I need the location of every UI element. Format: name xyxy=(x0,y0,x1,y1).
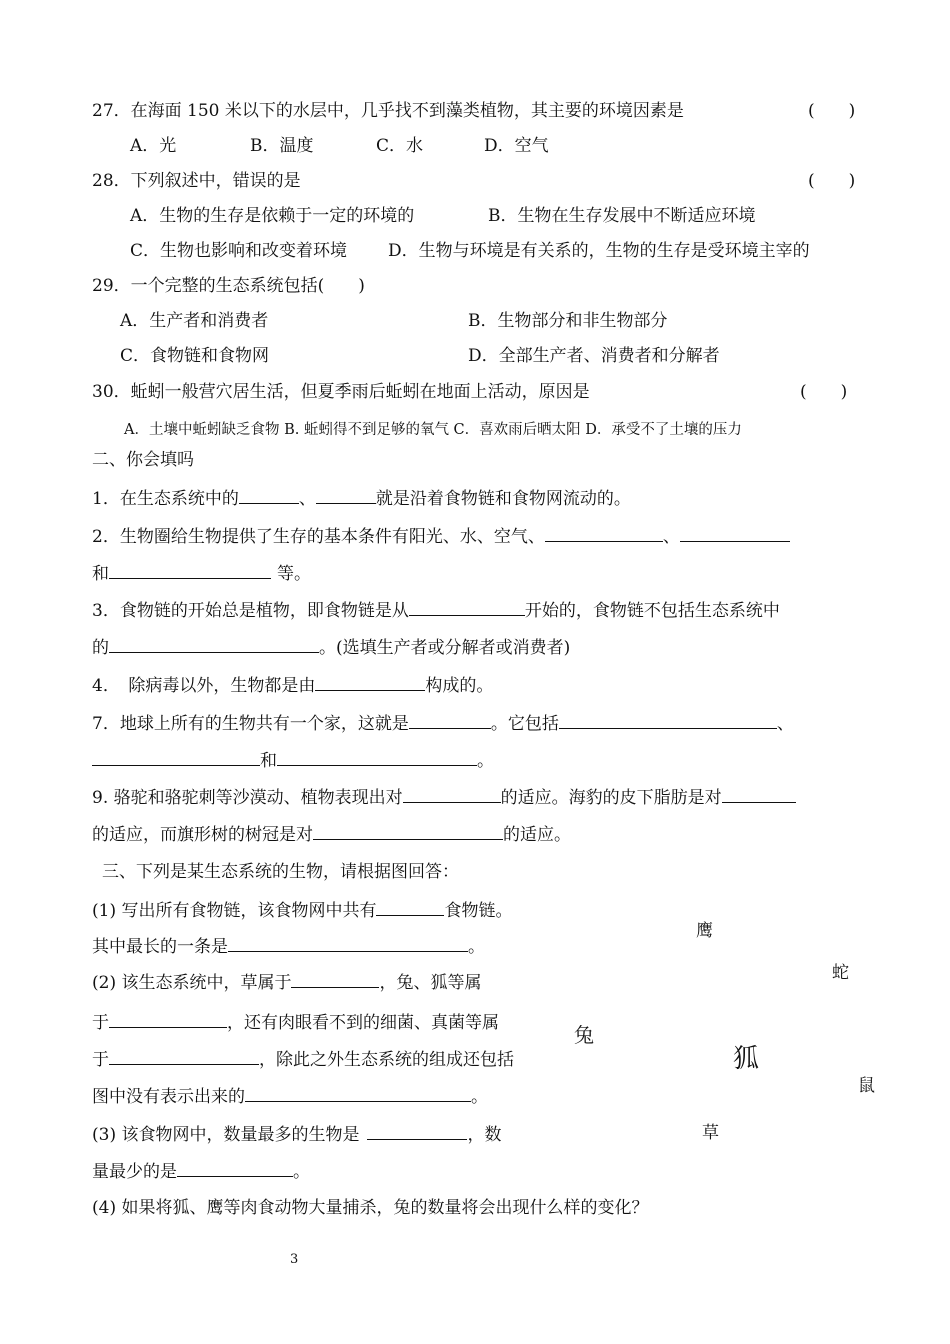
s3-q1-blank-2[interactable] xyxy=(228,934,468,952)
fill-3-text-a: 3．食物链的开始总是植物，即食物链是从 xyxy=(92,601,409,621)
q29-option-b: B．生物部分和非生物部分 xyxy=(468,311,668,331)
s3-q3-blank-2[interactable] xyxy=(177,1159,293,1177)
fill-7-text-c: 、 xyxy=(776,714,794,734)
fill-2-blank-3[interactable] xyxy=(109,561,271,579)
fill-3-text-c: 的 xyxy=(92,638,109,658)
foodweb-grass: 草 xyxy=(702,1123,719,1143)
fill-3-text-b: 开始的，食物链不包括生态系统中 xyxy=(524,601,780,621)
fill-1-text-a: 1．在生态系统中的 xyxy=(92,489,239,509)
fill-9-blank-3[interactable] xyxy=(313,822,503,840)
fill-9-text-c: 的适应，而旗形树的树冠是对 xyxy=(92,825,313,845)
s3-q1-blank-1[interactable] xyxy=(376,898,444,916)
fill-2-text-a: 2．生物圈给生物提供了生存的基本条件有阳光、水、空气、 xyxy=(92,527,545,547)
s3-q2-blank-2[interactable] xyxy=(109,1010,227,1028)
fill-7-blank-1[interactable] xyxy=(409,711,491,729)
s3-q2-text-h: 。 xyxy=(471,1087,488,1107)
fill-7-blank-4[interactable] xyxy=(277,748,477,766)
fill-2-text-b: 、 xyxy=(662,527,680,547)
q29-option-d: D．全部生产者、消费者和分解者 xyxy=(468,346,720,366)
q27-answer-paren: ( ) xyxy=(808,101,856,121)
fill-9-text-d: 的适应。 xyxy=(503,825,571,845)
s3-q2-text-c: 于 xyxy=(92,1013,109,1033)
fill-2-line-1 xyxy=(92,524,790,548)
q28-option-d: D．生物与环境是有关系的，生物的生存是受环境主宰的 xyxy=(388,241,810,261)
s3-q3-text-d: 。 xyxy=(293,1162,310,1182)
s3-q3-line-1 xyxy=(92,1122,501,1146)
fill-9-line-2 xyxy=(92,822,571,846)
fill-7-blank-2[interactable] xyxy=(559,711,777,729)
s3-q4: (4) 如果将狐、鹰等肉食动物大量捕杀，兔的数量将会出现什么样的变化？ xyxy=(92,1198,649,1218)
page-number: 3 xyxy=(290,1252,299,1267)
s3-q2-line-4 xyxy=(92,1084,488,1108)
q27-option-a: A．光 xyxy=(130,136,177,156)
fill-1-text-c: 就是沿着食物链和食物网流动的。 xyxy=(375,489,631,509)
s3-q3-blank-1[interactable] xyxy=(367,1122,467,1140)
fill-7-text-a: 7．地球上所有的生物共有一个家，这就是 xyxy=(92,714,409,734)
q29-option-a: A．生产者和消费者 xyxy=(120,311,269,331)
fill-9-line-1 xyxy=(92,785,796,809)
s3-q2-blank-1[interactable] xyxy=(291,970,379,988)
s3-q2-line-3 xyxy=(92,1047,514,1071)
q28-option-a: A．生物的生存是依赖于一定的环境的 xyxy=(130,206,415,226)
q30-options: A．土壤中蚯蚓缺乏食物 B. 蚯蚓得不到足够的氧气 C．喜欢雨后晒太阳 D．承受不了土壤的压力 xyxy=(124,422,742,438)
fill-7-text-e: 。 xyxy=(477,751,494,771)
fill-7-text-d: 和 xyxy=(260,751,277,771)
s3-q2-line-2 xyxy=(92,1010,499,1034)
q29-stem: 29．一个完整的生态系统包括( ) xyxy=(92,276,365,296)
fill-4 xyxy=(92,673,493,697)
q27-option-b: B．温度 xyxy=(250,136,314,156)
s3-q2-blank-3[interactable] xyxy=(109,1047,259,1065)
s3-q1-text-b: 食物链。 xyxy=(444,901,513,921)
fill-9-blank-1[interactable] xyxy=(403,785,501,803)
foodweb-rabbit: 兔 xyxy=(574,1023,594,1047)
s3-q3-text-b: ，数 xyxy=(467,1125,502,1145)
foodweb-snake: 蛇 xyxy=(832,963,849,983)
q28-option-c: C．生物也影响和改变着环境 xyxy=(130,241,348,261)
fill-3-line-1 xyxy=(92,598,780,622)
s3-q3-text-a: (3) 该食物网中，数量最多的生物是 xyxy=(92,1125,360,1145)
foodweb-mouse: 鼠 xyxy=(858,1076,875,1096)
fill-1-blank-2[interactable] xyxy=(316,486,376,504)
s3-q2-text-d: ，还有肉眼看不到的细菌、真菌等属 xyxy=(227,1013,499,1033)
fill-3-text-d: 。(选填生产者或分解者或消费者) xyxy=(319,638,571,658)
fill-1-blank-1[interactable] xyxy=(239,486,299,504)
fill-2-line-2 xyxy=(92,561,311,585)
fill-2-blank-1[interactable] xyxy=(545,524,663,542)
q30-stem: 30．蚯蚓一般营穴居生活，但夏季雨后蚯蚓在地面上活动，原因是 xyxy=(92,382,590,402)
fill-3-line-2 xyxy=(92,635,570,659)
q27-option-c: C．水 xyxy=(376,136,424,156)
s3-q1-line-1 xyxy=(92,898,512,922)
s3-q1-text-a: (1) 写出所有食物链，该食物网中共有 xyxy=(92,901,377,921)
foodweb-fox: 狐 xyxy=(733,1044,760,1074)
fill-7-line-2 xyxy=(92,748,494,772)
q28-stem: 28．下列叙述中，错误的是 xyxy=(92,171,301,191)
s3-q1-text-d: 。 xyxy=(468,937,485,957)
fill-1-text-b: 、 xyxy=(298,489,316,509)
fill-7-line-1 xyxy=(92,711,794,735)
fill-9-blank-2[interactable] xyxy=(722,785,796,803)
fill-4-blank[interactable] xyxy=(315,673,425,691)
s3-q2-line-1 xyxy=(92,970,481,994)
fill-4-text-b: 构成的。 xyxy=(425,676,494,696)
foodweb-eagle: 鹰 xyxy=(696,921,713,941)
s3-q2-text-e: 于 xyxy=(92,1050,109,1070)
fill-2-blank-2[interactable] xyxy=(680,524,790,542)
q30-answer-paren: ( ) xyxy=(800,382,848,402)
fill-1 xyxy=(92,486,631,510)
q28-option-b: B．生物在生存发展中不断适应环境 xyxy=(488,206,756,226)
q29-option-c: C．食物链和食物网 xyxy=(120,346,270,366)
fill-3-blank-1[interactable] xyxy=(409,598,525,616)
s3-q2-text-g: 图中没有表示出来的 xyxy=(92,1087,245,1107)
fill-9-text-b: 的适应。海豹的皮下脂肪是对 xyxy=(500,788,722,808)
section2-title: 二、你会填吗 xyxy=(92,450,194,470)
fill-3-blank-2[interactable] xyxy=(109,635,319,653)
fill-9-text-a: 9. 骆驼和骆驼刺等沙漠动、植物表现出对 xyxy=(92,788,403,808)
fill-4-text-a: 4． 除病毒以外，生物都是由 xyxy=(92,676,316,696)
q28-answer-paren: ( ) xyxy=(808,171,856,191)
s3-q1-line-2 xyxy=(92,934,485,958)
s3-q3-line-2 xyxy=(92,1159,310,1183)
fill-7-text-b: 。它包括 xyxy=(490,714,559,734)
fill-2-text-d: 等。 xyxy=(277,564,311,584)
q27-option-d: D．空气 xyxy=(484,136,549,156)
q27-stem: 27．在海面 150 米以下的水层中，几乎找不到藻类植物，其主要的环境因素是 xyxy=(92,101,684,121)
s3-q2-text-f: ，除此之外生态系统的组成还包括 xyxy=(259,1050,514,1070)
fill-2-text-c: 和 xyxy=(92,564,109,584)
fill-7-blank-3[interactable] xyxy=(92,748,260,766)
s3-q2-text-b: ，兔、狐等属 xyxy=(379,973,482,993)
section3-title: 三、下列是某生态系统的生物，请根据图回答： xyxy=(102,862,459,882)
s3-q2-blank-4[interactable] xyxy=(245,1084,471,1102)
s3-q2-text-a: (2) 该生态系统中，草属于 xyxy=(92,973,292,993)
s3-q1-text-c: 其中最长的一条是 xyxy=(92,937,228,957)
s3-q3-text-c: 量最少的是 xyxy=(92,1162,177,1182)
